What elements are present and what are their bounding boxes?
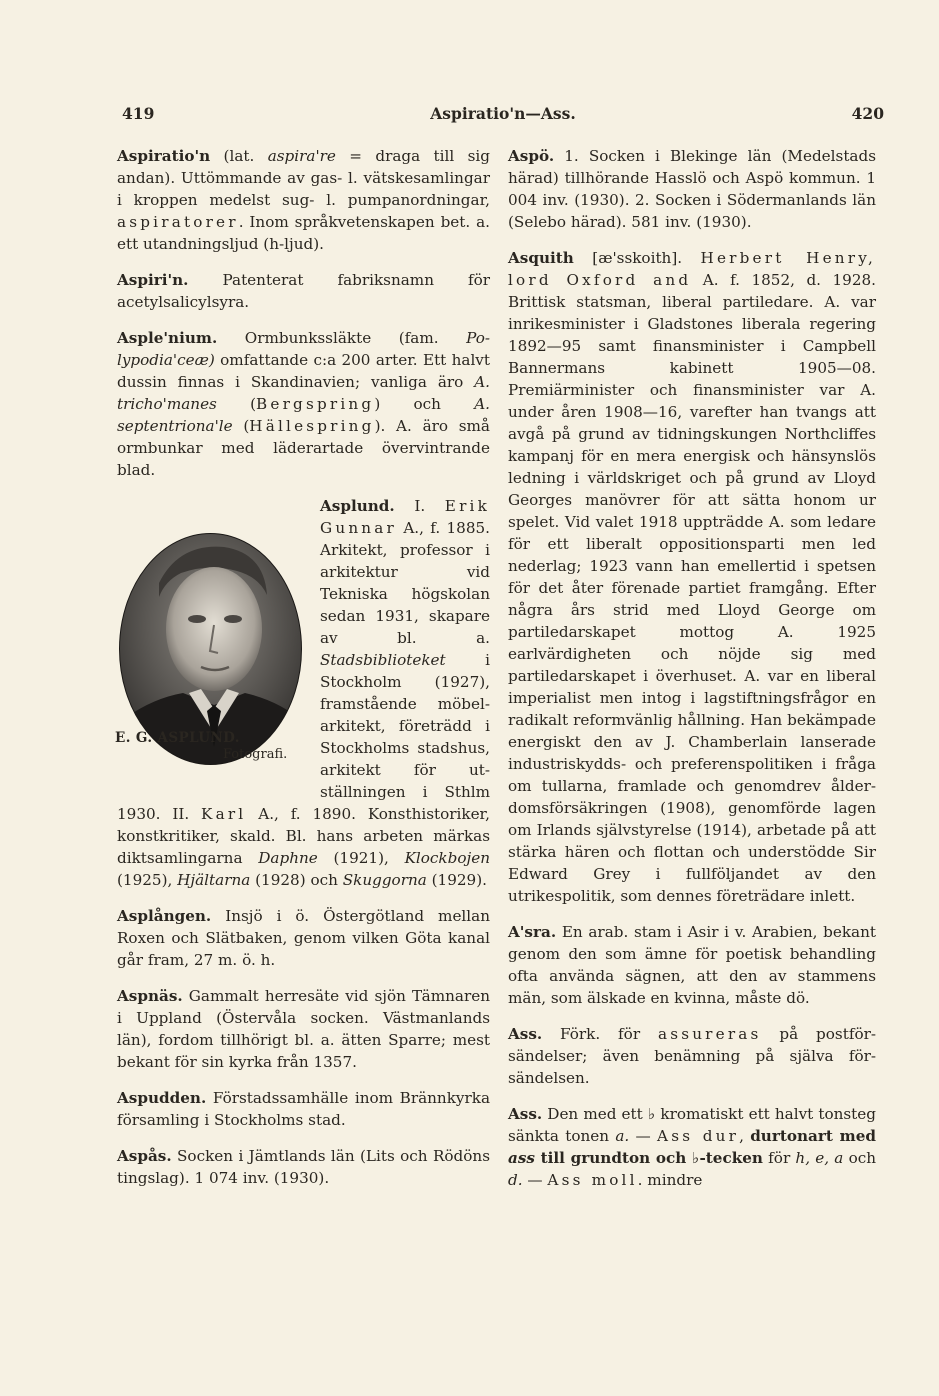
entry-text: (1929). — [426, 871, 487, 889]
entry-aspas — [117, 1145, 490, 1189]
entry-text: A., f. 1885. Arkitekt, professor i arkitektur vid Tekniska högskolan sedan 1931, skapare av bl. a. — [320, 519, 490, 647]
entry-text: Patenterat fabriksnamn för acetylsalicylsyra. — [117, 271, 490, 311]
left-column — [117, 145, 490, 1203]
entry-asra — [508, 921, 876, 1009]
entry-text: — — [629, 1127, 658, 1145]
entry-text: ( — [232, 417, 250, 435]
entry-text-bold: till grundton och ♭-tecken — [534, 1149, 763, 1167]
entry-text-italic: aspira're — [267, 147, 336, 165]
entry-text-italic: Hjältarna — [177, 871, 251, 889]
entry-text: i Stockholm (1927), framstående möbelarkitekt, företrädd i Stockholms stadshus, arkitekt för utställningen i Sthlm 1930. II. — [117, 651, 490, 823]
entry-text: Gammalt herresäte vid sjön Tämnaren i Uppland (Östervåla socken. Västmanlands län), fordom tillhörigt bl. a. ätten Sparre; mest bekant för sin kyrka från 1357. — [117, 987, 490, 1071]
right-column — [508, 145, 876, 1205]
entry-text: A. f. 1852, d. 1928. Brittisk statsman, liberal partiledare. A. var inrikesminister i Gladstones liberala regering 1892—95 samt finansminister i Campbell Bannermans kabinett 1905—08. Premiärminister och finansminister var A. under åren 1908—16, varefter han tvangs att avgå på grund av tidningskungen Northcliffes kampanj för en mera energisk och hänsynslös ledning i världskriget och på grund av Lloyd Georges manövrer för att sätta honom ur spelet. Vid valet 1918 uppträdde A. som ledare för ett liberalt oppositionsparti men led nederlag; 1923 vann han emellertid i spetsen för det åter förenade partiet framgång. Efter några års strid med Lloyd George om partiledarskapet mottog A. 1925 earlvärdigheten och nöjde sig med partiledarskapet i överhuset. A. var en liberal imperialist men intog i lagstiftningsfrågor en radikalt reformvänlig hållning. Han bekämpade energiskt den av J. Chamberlain lanserade industriskydds- och preferenspolitiken i fråga om tullarna, framlade och genomdrev ålderdomsförsäkringen (1908), genomförde lagen om Irlands självstyrelse (1914), arbetade på att stärka hären och flottan och understödde Sir Edward Grey i fullföljandet av den utrikespolitik, som dennes företrädare inlett. — [508, 271, 876, 905]
entry-text-spaced: aspiratorer — [117, 213, 239, 231]
entry-text: omfattande c:a 200 arter. Ett halvt dussin finnas i Skandinavien; vanliga äro — [117, 351, 490, 391]
entry-text: = draga till sig andan). Uttömmande av gas- l. vätskesamlingar i kroppen medelst sug- l. pumpanordningar, — [117, 147, 490, 209]
entry-text: I. — [394, 497, 445, 515]
entry-text-italic: Klockbojen — [404, 849, 490, 867]
running-header — [122, 104, 884, 128]
headword: Asple'nium. — [117, 329, 218, 347]
entry-asplenium — [117, 327, 490, 481]
portrait-caption-name: E. G. ASPLUND. — [115, 730, 240, 746]
entry-text: . Inom språkvetenskapen bet. a. ett utandningsljud (h-ljud). — [117, 213, 490, 253]
portrait-figure — [114, 495, 312, 785]
headword: Asplund. — [320, 497, 395, 515]
entry-text-spaced: Ass dur — [657, 1127, 740, 1145]
entry-text: på postförsändelser; även benämning på själva försändelsen. — [508, 1025, 876, 1087]
entry-ass-abbreviation — [508, 1023, 876, 1089]
entry-text-spaced: Ass moll — [547, 1171, 638, 1189]
entry-text-spaced: assureras — [657, 1025, 762, 1043]
entry-text: 1. Socken i Blekinge län (Medelstads härad) tillhörande Hasslö och Aspö kommun. 1 004 inv. (1930). 2. Socken i Södermanlands län (Selebo härad). 581 inv. (1930). — [508, 147, 876, 231]
entry-text-italic: Polypodia'ceæ) — [117, 329, 490, 369]
running-title: Aspiratio'n—Ass. — [430, 104, 576, 123]
entry-text-italic: A. tricho'manes — [117, 373, 490, 413]
entry-text-bold: durtonart med — [750, 1127, 876, 1145]
entry-text-spaced: Bergspring — [256, 395, 375, 413]
headword: Ass. — [508, 1105, 543, 1123]
entry-text-italic: a. — [615, 1127, 630, 1145]
entry-text: Den med ett ♭ kromatiskt ett halvt tonsteg sänkta tonen — [508, 1105, 876, 1145]
headword: Aspö. — [508, 147, 555, 165]
entry-text: ( — [216, 395, 257, 413]
portrait-caption-credit: Fotografi. — [223, 747, 288, 762]
entry-text-spaced: Hällespring — [249, 417, 375, 435]
entry-aspirin — [117, 269, 490, 313]
entry-aspudden — [117, 1087, 490, 1131]
entry-text: Socken i Jämtlands län (Lits och Rödöns tingslag). 1 074 inv. (1930). — [117, 1147, 490, 1187]
headword: Aspiratio'n — [117, 147, 211, 165]
headword: Aspudden. — [117, 1089, 207, 1107]
headword: Asquith — [508, 249, 574, 267]
entry-text: ) och — [374, 395, 475, 413]
entry-text: Förstadssamhälle inom Brännkyrka församling i Stockholms stad. — [117, 1089, 490, 1129]
entry-text: Förk. för — [542, 1025, 658, 1043]
entry-text-spaced: Karl — [201, 805, 247, 823]
entry-asplangen — [117, 905, 490, 971]
entry-text-italic: h, e, a — [795, 1149, 844, 1167]
headword: Ass. — [508, 1025, 543, 1043]
entry-text-italic: d. — [508, 1171, 523, 1189]
page-number-left: 419 — [122, 104, 155, 123]
entry-text: och — [843, 1149, 876, 1167]
entry-text: (lat. — [210, 147, 268, 165]
entry-text: A., f. 1890. Konsthistoriker, konstkritiker, skald. Bl. hans arbeten märkas diktsamlingarna — [117, 805, 490, 867]
headword: Asplången. — [117, 907, 212, 925]
headword: A'sra. — [508, 923, 557, 941]
entry-text: En arab. stam i Asir i v. Arabien, bekant genom den som ämne för poetisk behandling ofta använda sägnen, att den av stammens män, som älskade en kvinna, måste dö. — [508, 923, 876, 1007]
entry-text: , — [739, 1127, 751, 1145]
entry-text-italic: Stadsbiblioteket — [320, 651, 446, 669]
entry-text: [æ'sskoith]. — [573, 249, 701, 267]
entry-asquith — [508, 247, 876, 907]
entry-text: Ormbunkssläkte (fam. — [217, 329, 467, 347]
entry-text: (1921), — [317, 849, 405, 867]
headword: Aspås. — [117, 1147, 172, 1165]
entry-text: för — [762, 1149, 796, 1167]
entry-text-italic: Skuggorna — [342, 871, 427, 889]
entry-text-bold-italic: ass — [508, 1149, 535, 1167]
entry-ass-tone — [508, 1103, 876, 1191]
headword: Aspnäs. — [117, 987, 183, 1005]
entry-text: . mindre — [637, 1171, 703, 1189]
entry-text-spaced: Herbert Henry, lord Oxford and — [508, 249, 877, 289]
entry-asplund — [117, 495, 490, 891]
entry-text: (1928) och — [250, 871, 343, 889]
page-number-right: 420 — [851, 104, 884, 123]
entry-text: (1925), — [117, 871, 178, 889]
entry-text: — — [522, 1171, 548, 1189]
entry-text-spaced: Erik Gunnar — [320, 497, 490, 537]
entry-aspnas — [117, 985, 490, 1073]
entry-aspiration — [117, 145, 490, 255]
entry-text: Insjö i ö. Östergötland mellan Roxen och Slätbaken, genom vilken Göta kanal går fram, 27 m. ö. h. — [117, 907, 490, 969]
entry-text-italic: Daphne — [258, 849, 318, 867]
headword: Aspiri'n. — [117, 271, 189, 289]
entry-text-italic: A. septentriona'le — [117, 395, 490, 435]
entry-aspo — [508, 145, 876, 233]
entry-text: ). A. äro små ormbunkar med läderartade övervintrande blad. — [117, 417, 490, 479]
